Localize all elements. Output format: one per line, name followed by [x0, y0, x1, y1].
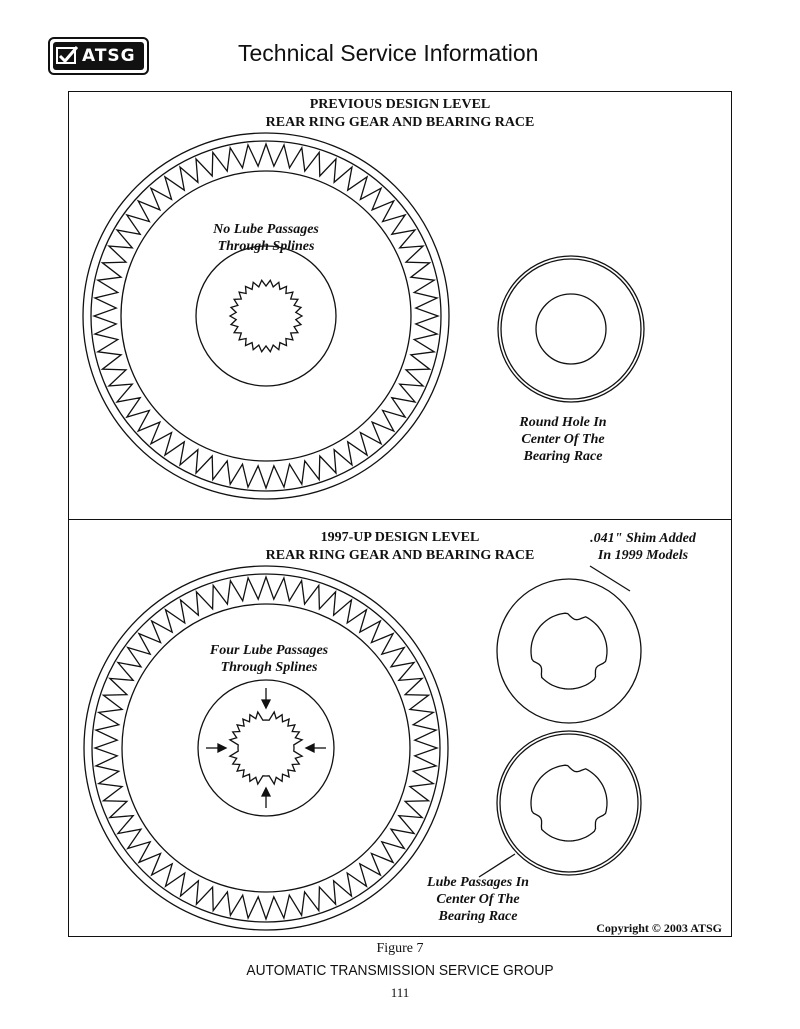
- bottom-race-note-line1: Lube Passages In: [427, 875, 529, 890]
- shim-note-line1: .041" Shim Added: [590, 531, 696, 546]
- shim-race: [497, 579, 641, 723]
- bottom-ring-gear: [84, 566, 448, 930]
- page-title: Technical Service Information: [238, 40, 539, 66]
- top-gear-note-line2: Through Splines: [217, 239, 315, 254]
- bottom-title-line1: 1997-UP DESIGN LEVEL: [320, 530, 480, 545]
- bottom-title-line2: REAR RING GEAR AND BEARING RACE: [265, 548, 535, 563]
- shim-note: [568, 530, 718, 564]
- bottom-gear-note-line2: Through Splines: [220, 660, 318, 675]
- top-bearing-race: [498, 256, 644, 402]
- logo-text: ATSG: [82, 46, 136, 66]
- bottom-race-note-line2: Center Of The: [436, 892, 520, 907]
- bottom-bearing-race: [497, 731, 641, 875]
- copyright-notice: Copyright © 2003 ATSG: [596, 921, 722, 935]
- figure-label: Figure 7: [376, 941, 424, 956]
- footer-organization: AUTOMATIC TRANSMISSION SERVICE GROUP: [246, 962, 554, 979]
- shim-leader-line: [590, 566, 630, 591]
- top-race-note-line1: Round Hole In: [519, 415, 607, 430]
- lube-passage-arrows: [206, 688, 326, 808]
- bottom-race-note-line3: Bearing Race: [438, 909, 518, 924]
- bottom-gear-note: [186, 642, 352, 676]
- top-gear-note: [186, 221, 346, 255]
- top-race-note-line3: Bearing Race: [523, 449, 603, 464]
- bottom-gear-note-line1: Four Lube Passages: [209, 643, 329, 658]
- top-race-note: [503, 414, 623, 465]
- bottom-race-note: [412, 874, 544, 925]
- top-gear-note-line1: No Lube Passages: [213, 222, 319, 237]
- top-race-note-line2: Center Of The: [521, 432, 605, 447]
- page-number: 111: [390, 985, 410, 1000]
- shim-note-line2: In 1999 Models: [597, 548, 689, 563]
- top-ring-gear: [83, 133, 449, 499]
- top-title-line1: PREVIOUS DESIGN LEVEL: [309, 97, 491, 112]
- top-title-line2: REAR RING GEAR AND BEARING RACE: [265, 115, 535, 130]
